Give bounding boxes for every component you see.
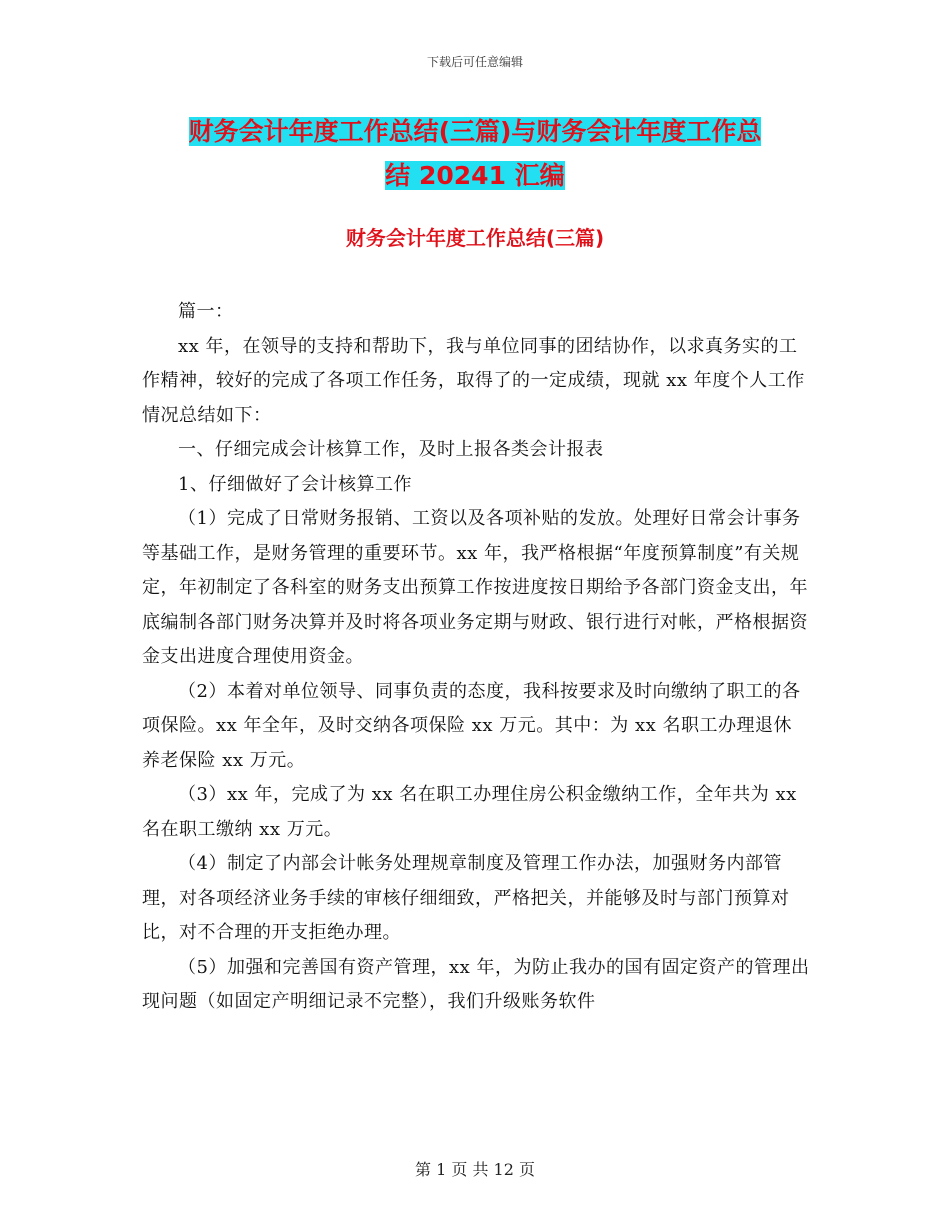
paragraph-item-2: （2）本着对单位领导、同事负责的态度，我科按要求及时向缴纳了职工的各项保险。xx 年全年，及时交纳各项保险 xx 万元。其中：为 xx 名职工办理退休养老保险 xx 万元。: [142, 680, 801, 771]
paragraph-subheading-1: 1、仔细做好了会计核算工作: [178, 473, 412, 495]
body-text: [142, 295, 810, 1020]
paragraph-item-4: （4）制定了内部会计帐务处理规章制度及管理工作办法，加强财务内部管理，对各项经济业务手续的审核仔细细致，严格把关，并能够及时与部门预算对比，对不合理的开支拒绝办理。: [142, 853, 790, 943]
document-title-line-2: 结 20241 汇编: [385, 161, 565, 190]
paragraph-item-3: （3）xx 年，完成了为 xx 名在职工办理住房公积金缴纳工作，全年共为 xx 名在职工缴纳 xx 万元。: [142, 784, 797, 840]
paragraph-intro: xx 年，在领导的支持和帮助下，我与单位同事的团结协作，以求真务实的工作精神，较好的完成了各项工作任务，取得了的一定成绩，现就 xx 年度个人工作情况总结如下：: [142, 335, 805, 426]
document-title-line-1: 财务会计年度工作总结(三篇)与财务会计年度工作总: [188, 117, 762, 146]
document-title: [140, 110, 810, 198]
section-title: 财务会计年度工作总结(三篇): [345, 226, 605, 250]
paragraph-heading-1: 一、仔细完成会计核算工作，及时上报各类会计报表: [178, 439, 604, 460]
paragraph-part-label: 篇一：: [178, 301, 234, 322]
page-header: 下载后可任意编辑: [426, 55, 523, 69]
paragraph-item-1: （1）完成了日常财务报销、工资以及各项补贴的发放。处理好日常会计事务等基础工作，是财务管理的重要环节。xx 年，我严格根据“年度预算制度”有关规定，年初制定了各科室的财务支出预算工作按进度按日期给予各部门资金支出，年底编制各部门财务决算并及时将各项业务定期与财政、银行进行对帐，严格根据资金支出进度合理使用资金。: [142, 508, 808, 667]
page-number: 第 1 页 共 12 页: [415, 1160, 535, 1179]
paragraph-item-5: （5）加强和完善国有资产管理，xx 年，为防止我办的国有固定资产的管理出现问题（如固定产明细记录不完整），我们升级账务软件: [142, 956, 810, 1012]
